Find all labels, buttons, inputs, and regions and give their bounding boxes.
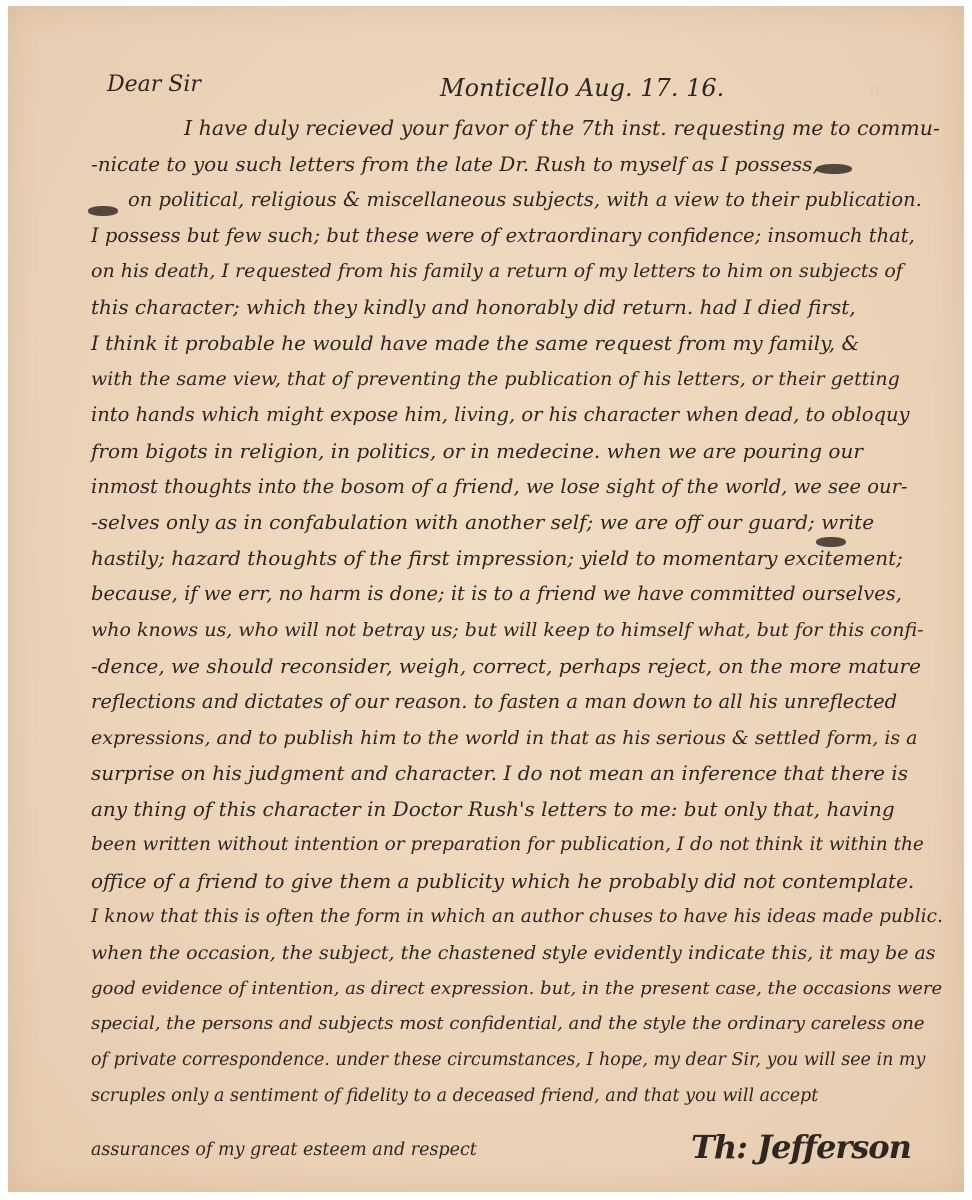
corner-mark: ◌ bbox=[870, 84, 880, 97]
letter-line: office of a friend to give them a publicity which he probably did not contemplate. bbox=[91, 869, 915, 893]
letter-line: any thing of this character in Doctor Rush's letters to me: but only that, having bbox=[91, 797, 895, 822]
letter-line: who knows us, who will not betray us; but will keep to himself what, but for this confi- bbox=[91, 619, 924, 641]
letter-line: expressions, and to publish him to the world in that as his serious & settled form, is a bbox=[91, 726, 918, 749]
letter-line: scruples only a sentiment of fidelity to a deceased friend, and that you will accept bbox=[91, 1086, 819, 1107]
letter-line: I have duly recieved your favor of the 7th inst. requesting me to commu- bbox=[184, 116, 940, 140]
letter-line: with the same view, that of preventing the publication of his letters, or their getting bbox=[91, 368, 900, 390]
letter-line: of private correspondence. under these circumstances, I hope, my dear Sir, you will see in my bbox=[91, 1050, 926, 1071]
letter-line: -nicate to you such letters from the late Dr. Rush to myself as I possess, bbox=[91, 151, 819, 176]
letter-line: inmost thoughts into the bosom of a friend, we lose sight of the world, we see our- bbox=[91, 474, 908, 498]
letter-line: -dence, we should reconsider, weigh, correct, perhaps reject, on the more mature bbox=[91, 653, 921, 678]
letter-line: into hands which might expose him, living, or his character when dead, to obloquy bbox=[91, 402, 910, 426]
letter-line: assurances of my great esteem and respect bbox=[91, 1140, 477, 1160]
ink-blot bbox=[816, 164, 852, 174]
letter-line: on his death, I requested from his family a return of my letters to him on subjects of bbox=[91, 260, 903, 283]
letter-line: on political, religious & miscellaneous subjects, with a view to their publication. bbox=[128, 187, 922, 211]
salutation: Dear Sir bbox=[107, 72, 201, 97]
ink-blot bbox=[88, 206, 118, 216]
letter-line: reflections and dictates of our reason. to fasten a man down to all his unreflected bbox=[91, 689, 898, 713]
letter-line: because, if we err, no harm is done; it is to a friend we have committed ourselves, bbox=[91, 582, 902, 606]
letter-line: special, the persons and subjects most confidential, and the style the ordinary careless one bbox=[91, 1013, 925, 1035]
letter-line: surprise on his judgment and character. I do not mean an inference that there is bbox=[91, 761, 908, 786]
letter-page bbox=[8, 6, 964, 1192]
letter-line: from bigots in religion, in politics, or in medecine. when we are pouring our bbox=[91, 438, 863, 463]
letter-line: I know that this is often the form in which an author chuses to have his ideas made public. bbox=[91, 905, 943, 927]
letter-line: good evidence of intention, as direct expression. but, in the present case, the occasions were bbox=[91, 977, 943, 999]
dateline: Monticello Aug. 17. 16. bbox=[440, 74, 725, 102]
letter-line: this character; which they kindly and honorably did return. had I died first, bbox=[91, 295, 856, 320]
letter-line: been written without intention or preparation for publication, I do not think it within the bbox=[91, 834, 924, 856]
letter-line: -selves only as in confabulation with another self; we are off our guard; write bbox=[91, 510, 875, 535]
letter-line: hastily; hazard thoughts of the first impression; yield to momentary excitement; bbox=[91, 546, 903, 571]
letter-line: I possess but few such; but these were of extraordinary confidence; insomuch that, bbox=[91, 223, 915, 247]
signature: Th: Jefferson bbox=[691, 1128, 911, 1166]
letter-line: I think it probable he would have made the same request from my family, & bbox=[91, 331, 860, 356]
letter-line: when the occasion, the subject, the chastened style evidently indicate this, it may be as bbox=[91, 941, 936, 964]
